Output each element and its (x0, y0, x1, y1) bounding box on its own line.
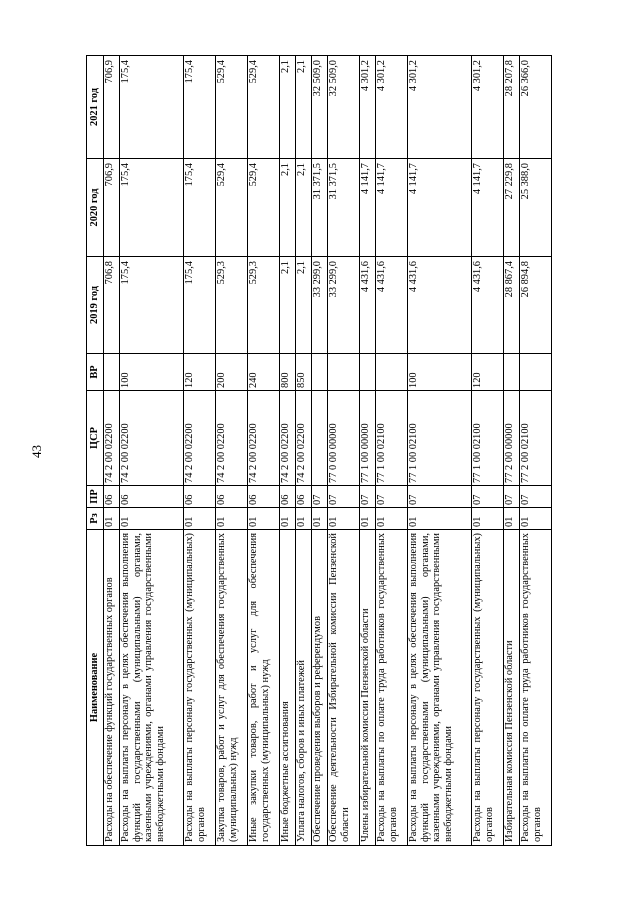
table-row (408, 56, 472, 846)
cell-2020: 4 141,7 (360, 159, 376, 257)
cell-rz: 01 (104, 508, 120, 530)
cell-2019: 529,3 (216, 257, 248, 354)
header-vr: ВР (87, 354, 104, 391)
cell-vr (360, 354, 376, 391)
cell-pr: 07 (504, 486, 520, 508)
cell-vr (504, 354, 520, 391)
cell-name: Расходы на выплаты по оплате труда работников государственных органов (376, 530, 408, 846)
cell-vr: 200 (216, 354, 248, 391)
table-row (376, 56, 408, 846)
cell-pr: 07 (376, 486, 408, 508)
cell-vr (520, 354, 552, 391)
cell-csr: 77 2 00 02100 (520, 391, 552, 486)
cell-name: Расходы на обеспечение функций государственных органов (104, 530, 120, 846)
cell-2019: 2,1 (296, 257, 312, 354)
cell-2019: 26 894,8 (520, 257, 552, 354)
table-row (184, 56, 216, 846)
table-row (520, 56, 552, 846)
cell-pr: 07 (408, 486, 472, 508)
cell-2020: 2,1 (296, 159, 312, 257)
cell-rz: 01 (472, 508, 504, 530)
cell-vr: 100 (408, 354, 472, 391)
cell-rz: 01 (248, 508, 280, 530)
header-2021: 2021 год (87, 56, 104, 159)
cell-csr: 74 2 00 02200 (184, 391, 216, 486)
cell-2020: 4 141,7 (376, 159, 408, 257)
cell-2021: 4 301,2 (408, 56, 472, 159)
cell-pr: 07 (360, 486, 376, 508)
cell-csr: 77 0 00 00000 (328, 391, 360, 486)
cell-2021: 32 509,0 (312, 56, 328, 159)
table-row (104, 56, 120, 846)
cell-name: Обеспечение проведения выборов и референдумов (312, 530, 328, 846)
cell-2021: 2,1 (296, 56, 312, 159)
cell-2020: 529,4 (216, 159, 248, 257)
cell-pr: 06 (120, 486, 184, 508)
cell-name: Закупка товаров, работ и услуг для обеспечения государственных (муниципальных) нужд (216, 530, 248, 846)
table-row (248, 56, 280, 846)
cell-vr (312, 354, 328, 391)
cell-2020: 2,1 (280, 159, 296, 257)
cell-rz: 01 (504, 508, 520, 530)
cell-name: Иные закупки товаров, работ и услуг для обеспечения государственных (муниципальных) нужд (248, 530, 280, 846)
cell-2021: 32 509,0 (328, 56, 360, 159)
cell-csr: 77 1 00 02100 (376, 391, 408, 486)
cell-pr: 06 (280, 486, 296, 508)
table-row (472, 56, 504, 846)
cell-2019: 4 431,6 (472, 257, 504, 354)
cell-rz: 01 (376, 508, 408, 530)
cell-csr: 77 1 00 00000 (360, 391, 376, 486)
cell-2020: 4 141,7 (408, 159, 472, 257)
page-number: 43 (29, 445, 44, 458)
cell-2021: 4 301,2 (360, 56, 376, 159)
cell-2019: 706,8 (104, 257, 120, 354)
cell-pr: 07 (328, 486, 360, 508)
cell-vr: 800 (280, 354, 296, 391)
rotated-table-container (86, 56, 543, 846)
cell-2020: 175,4 (120, 159, 184, 257)
cell-name: Расходы на выплаты по оплате труда работников государственных органов (520, 530, 552, 846)
cell-pr: 06 (248, 486, 280, 508)
cell-vr: 120 (472, 354, 504, 391)
cell-rz: 01 (120, 508, 184, 530)
table-row (280, 56, 296, 846)
cell-pr: 07 (472, 486, 504, 508)
cell-2019: 175,4 (120, 257, 184, 354)
table-row (504, 56, 520, 846)
cell-2020: 706,9 (104, 159, 120, 257)
cell-2021: 175,4 (184, 56, 216, 159)
budget-table (86, 55, 552, 846)
header-2019: 2019 год (87, 257, 104, 354)
cell-2021: 529,4 (216, 56, 248, 159)
cell-name: Расходы на выплаты персоналу в целях обеспечения выполнения функций государственными (муниципальными) органами, казенными учреждениями, органами управления государственными внебюджетными фондами (120, 530, 184, 846)
cell-csr (312, 391, 328, 486)
cell-2021: 4 301,2 (472, 56, 504, 159)
cell-2021: 706,9 (104, 56, 120, 159)
cell-csr: 77 2 00 00000 (504, 391, 520, 486)
cell-vr: 100 (120, 354, 184, 391)
cell-name: Расходы на выплаты персоналу государственных (муниципальных) органов (472, 530, 504, 846)
cell-csr: 74 2 00 02200 (216, 391, 248, 486)
cell-pr: 06 (296, 486, 312, 508)
cell-2021: 529,4 (248, 56, 280, 159)
cell-pr: 07 (312, 486, 328, 508)
table-row (360, 56, 376, 846)
header-rz: Рз (87, 508, 104, 530)
cell-2020: 4 141,7 (472, 159, 504, 257)
cell-vr (104, 354, 120, 391)
cell-pr: 06 (184, 486, 216, 508)
table-row (296, 56, 312, 846)
cell-2019: 4 431,6 (408, 257, 472, 354)
header-name: Наименование (87, 530, 104, 846)
cell-vr (328, 354, 360, 391)
cell-2019: 4 431,6 (376, 257, 408, 354)
cell-2021: 26 366,0 (520, 56, 552, 159)
table-header-row (87, 56, 104, 846)
cell-2020: 529,4 (248, 159, 280, 257)
cell-csr: 74 2 00 02200 (104, 391, 120, 486)
cell-rz: 01 (184, 508, 216, 530)
cell-pr: 06 (104, 486, 120, 508)
cell-2021: 175,4 (120, 56, 184, 159)
cell-2020: 31 371,5 (312, 159, 328, 257)
cell-pr: 07 (520, 486, 552, 508)
cell-csr: 74 2 00 02200 (120, 391, 184, 486)
cell-rz: 01 (312, 508, 328, 530)
cell-name: Избирательная комиссия Пензенской области (504, 530, 520, 846)
cell-name: Расходы на выплаты персоналу государственных (муниципальных) органов (184, 530, 216, 846)
cell-csr: 77 1 00 02100 (472, 391, 504, 486)
cell-rz: 01 (328, 508, 360, 530)
cell-rz: 01 (216, 508, 248, 530)
cell-name: Уплата налогов, сборов и иных платежей (296, 530, 312, 846)
cell-rz: 01 (280, 508, 296, 530)
cell-2019: 33 299,0 (328, 257, 360, 354)
cell-2021: 2,1 (280, 56, 296, 159)
cell-2020: 27 229,8 (504, 159, 520, 257)
cell-vr: 120 (184, 354, 216, 391)
cell-2019: 28 867,4 (504, 257, 520, 354)
cell-vr (376, 354, 408, 391)
table-row (312, 56, 328, 846)
cell-rz: 01 (520, 508, 552, 530)
cell-rz: 01 (296, 508, 312, 530)
cell-2019: 529,3 (248, 257, 280, 354)
header-2020: 2020 год (87, 159, 104, 257)
cell-csr: 74 2 00 02200 (296, 391, 312, 486)
table-row (328, 56, 360, 846)
cell-2019: 175,4 (184, 257, 216, 354)
cell-csr: 74 2 00 02200 (248, 391, 280, 486)
cell-2020: 25 388,0 (520, 159, 552, 257)
table-row (216, 56, 248, 846)
cell-pr: 06 (216, 486, 248, 508)
cell-name: Иные бюджетные ассигнования (280, 530, 296, 846)
table-row (120, 56, 184, 846)
cell-vr: 850 (296, 354, 312, 391)
cell-name: Расходы на выплаты персоналу в целях обеспечения выполнения функций государственными (муниципальными) органами, казенными учреждениями, органами управления государственными внебюджетными фондами (408, 530, 472, 846)
cell-2020: 31 371,5 (328, 159, 360, 257)
cell-2021: 4 301,2 (376, 56, 408, 159)
cell-csr: 77 1 00 02100 (408, 391, 472, 486)
cell-2019: 4 431,6 (360, 257, 376, 354)
header-pr: ПР (87, 486, 104, 508)
cell-rz: 01 (408, 508, 472, 530)
cell-2021: 28 207,8 (504, 56, 520, 159)
cell-2019: 33 299,0 (312, 257, 328, 354)
cell-vr: 240 (248, 354, 280, 391)
cell-rz: 01 (360, 508, 376, 530)
cell-2020: 175,4 (184, 159, 216, 257)
cell-name: Члены избирательной комиссии Пензенской области (360, 530, 376, 846)
header-csr: ЦСР (87, 391, 104, 486)
cell-2019: 2,1 (280, 257, 296, 354)
cell-name: Обеспечение деятельности Избирательной комиссии Пензенской области (328, 530, 360, 846)
cell-csr: 74 2 00 02200 (280, 391, 296, 486)
